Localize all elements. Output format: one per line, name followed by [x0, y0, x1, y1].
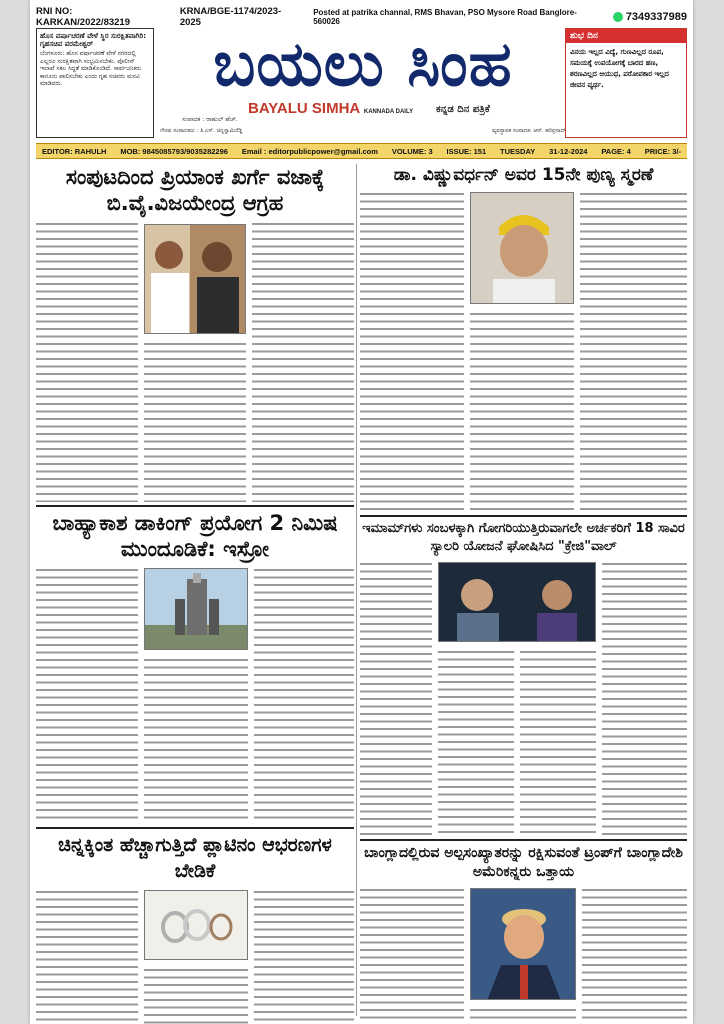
- info-issue: ISSUE: 151: [446, 146, 487, 156]
- article-text: [254, 566, 354, 824]
- article-text: [520, 648, 596, 836]
- headline-kejriwal: ಇಮಾಮ್‌ಗಳು ಸಂಬಳಕ್ಕಾಗಿ ಗೋಗರಿಯುತ್ತಿರುವಾಗಲೇ ಅರ್ಚಕರಿಗೆ 18 ಸಾವಿರ ಸ್ಯಾಲರಿ ಯೋಜನೆ ಘೋಷಿಸಿದ "ಕ್ರೇಜಿ"ವಾಲ್: [362, 521, 685, 554]
- info-page: PAGE: 4: [601, 146, 631, 156]
- article-text: [470, 310, 574, 512]
- right-column: [360, 164, 687, 1024]
- tagline: ಕನ್ನಡ ದಿನ ಪತ್ರಿಕೆ: [436, 104, 490, 115]
- masthead-credits: [160, 128, 566, 135]
- article-text: [144, 656, 248, 824]
- headline-platinum: ಚಿನ್ನಕ್ಕಿಂತ ಹೆಚ್ಚಾಗುತ್ತಿದೆ ಪ್ಲಾಟಿನಂ ಆಭರಣಗಳ ಬೇಡಿಕೆ: [58, 834, 332, 882]
- article-text: [36, 566, 138, 824]
- article-isro: [36, 566, 354, 824]
- photo-kejriwal: [438, 562, 596, 642]
- article-text: [582, 886, 687, 1024]
- article-text: [360, 560, 432, 836]
- newspaper-subtitle: [248, 100, 413, 117]
- article-text: [438, 648, 514, 836]
- article-text: [36, 220, 138, 502]
- headline-vishnuvardhan: ಡಾ. ವಿಷ್ಣುವರ್ಧನ್ ಅವರ 15ನೇ ಪುಣ್ಯ ಸ್ಮರಣೆ: [393, 165, 654, 185]
- column-divider: [356, 164, 357, 1016]
- subtitle-small: KANNADA DAILY: [363, 109, 414, 115]
- subtitle-text: BAYALU SIMHA: [248, 100, 360, 117]
- article-platinum: [36, 888, 354, 1024]
- photo-launchpad: [144, 568, 248, 650]
- masthead: [36, 28, 687, 140]
- info-email: Email : editorpublicpower@gmail.com: [241, 146, 378, 156]
- divider: [36, 827, 354, 829]
- info-day: TUESDAY: [500, 146, 536, 156]
- newspaper-page: [30, 0, 693, 1024]
- left-news-box: [36, 28, 154, 138]
- thought-heading: ಶುಭ ದಿನ: [566, 29, 686, 43]
- article-text: [602, 560, 687, 836]
- info-editor: EDITOR: RAHULH: [42, 146, 107, 156]
- left-box-body: ಬೆಂಗಳೂರು: ಹೊಸ ವರ್ಷಾಚರಣೆ ವೇಳೆ ನಗರದಲ್ಲಿ ಎಲ್ಲರೂ ಸುರಕ್ಷಿತವಾಗಿ ಸಂಭ್ರಮಿಸಬೇಕು. ಪೊಲೀಸ್ ಇಲಾಖೆ ಸಕಲ ಸಿದ್ಧತೆ ಮಾಡಿಕೊಂಡಿದೆ. ಸಾರ್ವಜನಿಕರು ಕಾನೂನು ಪಾಲಿಸಬೇಕು ಎಂದು ಗೃಹ ಸಚಿವರು ಮನವಿ ಮಾಡಿದರು.: [40, 50, 142, 87]
- article-text: [254, 888, 354, 1024]
- photo-vishnuvardhan: [470, 192, 574, 304]
- divider: [360, 515, 687, 517]
- article-text: [144, 966, 248, 1024]
- article-kejriwal: [360, 560, 687, 836]
- whatsapp-icon: [613, 12, 623, 22]
- article-priyank: [36, 220, 354, 502]
- divider: [36, 505, 354, 507]
- left-box-heading: ಹೊಸ ವರ್ಷಾಚರಣೆ ವೇಳೆ ಸ್ಥಿರ ಸುರಕ್ಷಿತವಾಗಿರಿ: ಗೃಹಸಚಿವ ಪರಮೇಶ್ವರ್: [40, 32, 146, 48]
- article-text: [580, 190, 687, 512]
- article-text: [360, 190, 464, 512]
- thought-body: ವಿನಯ ಇಲ್ಲದ ವಿದ್ಯೆ, ಗುಣವಿಲ್ಲದ ರೂಪ, ಸಮಯಕ್ಕೆ ಉಪಯೋಗಕ್ಕೆ ಬಾರದ ಹಣ, ಶರಣವಿಲ್ಲದ ಆಯುಧ, ಪರೋಪಕಾರ ಇಲ್ಲದ ಜೀವನ ವ್ಯರ್ಥ.: [570, 48, 669, 89]
- info-date: 31-12-2024: [549, 146, 588, 156]
- rni-number: RNI NO: KARKAN/2022/83219: [36, 6, 130, 28]
- posted-at: Posted at patrika channal, RMS Bhavan, PSO Mysore Road Banglore-560026: [313, 8, 577, 26]
- article-text: [36, 888, 138, 1024]
- photo-politicians: [144, 224, 246, 334]
- article-text: [470, 1006, 576, 1024]
- article-vishnuvardhan: [360, 190, 687, 512]
- headline-isro: ಬಾಹ್ಯಾಕಾಶ ಡಾಕಿಂಗ್ ಪ್ರಯೋಗ 2 ನಿಮಿಷ ಮುಂದೂಡಿಕೆ: ಇಸ್ರೋ: [52, 511, 338, 561]
- whatsapp-contact: [613, 11, 687, 23]
- info-price: PRICE: 3/-: [644, 146, 681, 156]
- info-mobile: MOB: 9845085793/9035282296: [120, 146, 228, 156]
- editor-line: ಸಂಪಾದಕ : ರಾಹುಲ್ ಹೆಚ್.: [182, 116, 238, 123]
- managing-editor: ವ್ಯವಸ್ಥಾಪಕ ಸಂಪಾದಕ: ಆರ್. ಹರಿಪ್ರಸಾದ್: [492, 128, 566, 134]
- article-text: [360, 886, 464, 1024]
- newspaper-title: ಬಯಲು ಸಿಂಹ: [213, 27, 513, 100]
- divider: [360, 839, 687, 841]
- registration-strip: [36, 6, 687, 28]
- article-text: [144, 340, 246, 502]
- info-volume: VOLUME: 3: [391, 146, 433, 156]
- honorary-editor: ಗೌರವ ಸಂಪಾದಕರು : ತಿ.ಎಸ್. ಚಿನ್ನಸ್ವಾಮಿರೆಡ್ಡಿ: [160, 128, 243, 134]
- thought-box: [565, 28, 687, 138]
- headline-bangladesh: ಬಾಂಗ್ಲಾದಲ್ಲಿರುವ ಅಲ್ಪಸಂಖ್ಯಾತರನ್ನು ರಕ್ಷಿಸುವಂತೆ ಟ್ರಂಪ್‌ಗೆ ಬಾಂಗ್ಲಾದೇಶಿ ಅಮೆರಿಕನ್ನರು ಒತ್ತಾಯ: [364, 845, 683, 880]
- photo-platinum-rings: [144, 890, 248, 960]
- left-column: [36, 164, 354, 1024]
- headline-priyank: ಸಂಪುಟದಿಂದ ಪ್ರಿಯಾಂಕ ಖರ್ಗೆ ವಜಾಕ್ಕೆ ಬಿ.ವೈ.ವಿಜಯೇಂದ್ರ ಆಗ್ರಹ: [65, 165, 325, 215]
- krna-number: KRNA/BGE-1174/2023-2025: [179, 6, 282, 28]
- photo-trump: [470, 888, 576, 1000]
- article-bangladesh: [360, 886, 687, 1024]
- info-bar: [36, 143, 687, 159]
- article-text: [252, 220, 354, 502]
- whatsapp-number: 7349337989: [625, 11, 687, 23]
